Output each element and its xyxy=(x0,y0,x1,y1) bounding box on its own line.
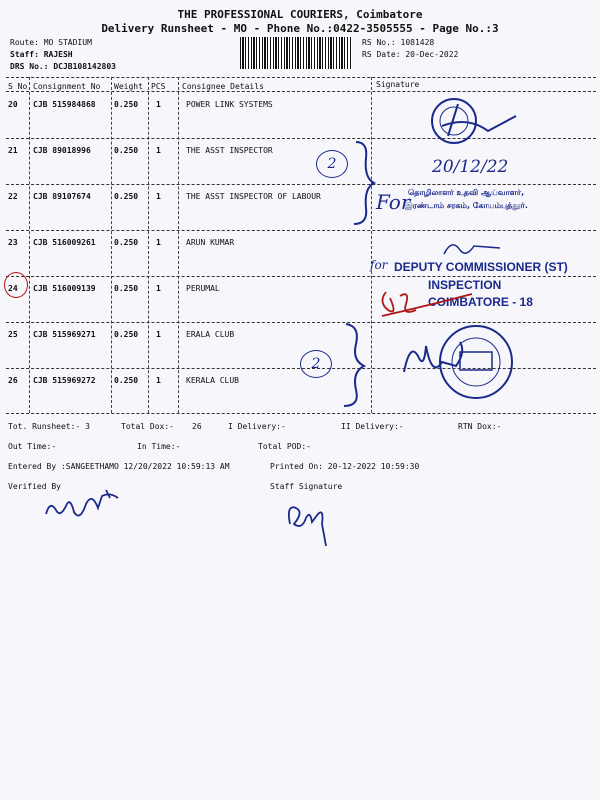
stamp-deputy-commissioner: DEPUTY COMMISSIONER (ST) xyxy=(394,260,568,274)
row-consignee: THE ASST INSPECTOR xyxy=(186,146,273,155)
circle-mark xyxy=(4,272,28,298)
rtn-dox: RTN Dox:- xyxy=(458,422,502,431)
company-title: THE PROFESSIONAL COURIERS, Coimbatore xyxy=(177,8,423,21)
total-dox-label: Total Dox:- xyxy=(121,422,174,431)
runsheet-title: Delivery Runsheet - MO - Phone No.:0422-3505555 - Page No.:3 xyxy=(101,22,499,35)
round-stamp-1 xyxy=(428,96,523,146)
in-time: In Time:- xyxy=(137,442,181,451)
row-pcs: 1 xyxy=(156,376,161,385)
row-weight: 0.250 xyxy=(114,238,139,247)
staff-signature xyxy=(282,494,342,554)
staff-signature-label: Staff Signature xyxy=(270,482,343,491)
round-stamp-2 xyxy=(396,322,526,402)
out-time: Out Time:- xyxy=(8,442,57,451)
row-sno: 25 xyxy=(8,330,18,339)
handwritten-date: 20/12/22 xyxy=(432,157,509,177)
row-weight: 0.250 xyxy=(114,146,139,155)
row-consignment: CJB 515984868 xyxy=(33,100,96,109)
staff-label: Staff: RAJESH xyxy=(10,50,73,59)
count-circle: 2 xyxy=(300,350,332,378)
col-pcs: PCS xyxy=(151,82,166,91)
row-pcs: 1 xyxy=(156,192,161,201)
row-pcs: 1 xyxy=(156,238,161,247)
col-signature: Signature xyxy=(376,80,420,89)
row-consignment: CJB 89107674 xyxy=(33,192,91,201)
row-consignment: CJB 516009261 xyxy=(33,238,96,247)
brace-mark xyxy=(348,138,378,228)
row-consignment: CJB 516009139 xyxy=(33,284,96,293)
tot-runsheet: Tot. Runsheet:- 3 xyxy=(8,422,90,431)
col-sno: S No xyxy=(8,82,28,91)
row-sno: 20 xyxy=(8,100,18,109)
handwritten-scribble xyxy=(440,236,510,260)
col-consignment: Consignment No xyxy=(33,82,101,91)
tamil-stamp-line-1: தொழிலாளர் உதவி ஆய்வாளர், xyxy=(408,188,525,197)
col-consignee: Consignee Details xyxy=(182,82,264,91)
row-sno: 23 xyxy=(8,238,18,247)
brace-mark xyxy=(334,320,374,410)
row-consignee: ERALA CLUB xyxy=(186,330,235,339)
row-consignee: PERUMAL xyxy=(186,284,220,293)
row-consignee: KERALA CLUB xyxy=(186,376,239,385)
row-sno: 22 xyxy=(8,192,18,201)
stamp-city: COIMBATORE - 18 xyxy=(428,295,533,309)
drs-number: DRS No.: DCJB108142803 xyxy=(10,62,116,71)
handwritten-for: For xyxy=(376,190,411,214)
row-sno: 24 xyxy=(8,284,18,293)
rs-date: RS Date: 20-Dec-2022 xyxy=(362,50,459,59)
red-signature xyxy=(376,282,476,322)
col-weight: Weight xyxy=(114,82,143,91)
route-label: Route: MO STADIUM xyxy=(10,38,92,47)
entered-by: Entered By :SANGEETHAMO 12/20/2022 10:59:13 AM xyxy=(8,462,230,471)
i-delivery: I Delivery:- xyxy=(228,422,286,431)
row-sno: 21 xyxy=(8,146,18,155)
stamp-prefix: for xyxy=(370,258,388,272)
row-consignee: THE ASST INSPECTOR OF LABOUR xyxy=(186,192,321,201)
row-weight: 0.250 xyxy=(114,100,139,109)
printed-on: Printed On: 20-12-2022 10:59:30 xyxy=(270,462,420,471)
row-pcs: 1 xyxy=(156,330,161,339)
row-pcs: 1 xyxy=(156,100,161,109)
row-weight: 0.250 xyxy=(114,330,139,339)
stamp-inspection: INSPECTION xyxy=(428,278,502,292)
total-dox-value: 26 xyxy=(192,422,202,431)
row-consignee: POWER LINK SYSTEMS xyxy=(186,100,273,109)
verified-signature xyxy=(40,486,130,526)
count-circle: 2 xyxy=(316,150,348,178)
row-weight: 0.250 xyxy=(114,192,139,201)
row-weight: 0.250 xyxy=(114,376,139,385)
row-pcs: 1 xyxy=(156,146,161,155)
row-sno: 26 xyxy=(8,376,18,385)
row-consignment: CJB 515969271 xyxy=(33,330,96,339)
row-consignment: CJB 515969272 xyxy=(33,376,96,385)
row-consignment: CJB 89018996 xyxy=(33,146,91,155)
barcode xyxy=(240,37,352,69)
row-consignee: ARUN KUMAR xyxy=(186,238,235,247)
ii-delivery: II Delivery:- xyxy=(341,422,404,431)
tamil-stamp-line-2: இரண்டாம் சரகம், கோயம்புத்தூர். xyxy=(405,201,528,210)
row-pcs: 1 xyxy=(156,284,161,293)
total-pod: Total POD:- xyxy=(258,442,311,451)
rs-number: RS No.: 1081428 xyxy=(362,38,435,47)
verified-by: Verified By xyxy=(8,482,61,491)
row-weight: 0.250 xyxy=(114,284,139,293)
